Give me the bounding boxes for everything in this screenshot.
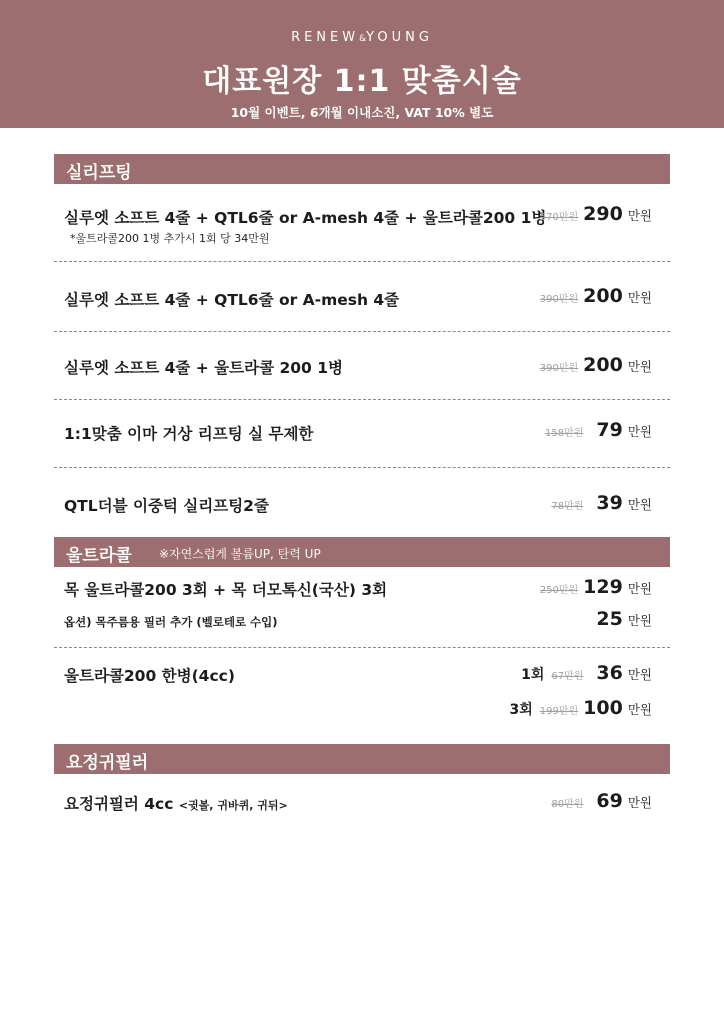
original-price: 199만원 <box>539 706 579 717</box>
original-price: 158만원 <box>544 428 584 439</box>
menu-item: 실루엣 소프트 4줄 + QTL6줄 or A-mesh 4줄 <box>64 291 400 309</box>
price <box>540 576 652 598</box>
price <box>551 790 652 812</box>
divider <box>54 467 670 468</box>
page-subtitle: 10월 이벤트, 6개월 이내소진, VAT 10% 별도 <box>230 105 494 120</box>
price-unit: 만원 <box>627 208 652 223</box>
menu-item: QTL더블 이중턱 실리프팅2줄 <box>64 497 269 515</box>
price-unit: 만원 <box>627 702 652 717</box>
sale-price: 79 <box>596 419 623 441</box>
price-unit: 만원 <box>627 613 652 628</box>
price-unit: 만원 <box>627 581 652 596</box>
menu-item: 목 울트라콜200 3회 + 목 더모톡신(국산) 3회 <box>64 581 388 599</box>
original-price: 390만원 <box>539 363 579 374</box>
brand-logo: RENEW&YOUNG <box>291 30 433 45</box>
sale-price: 39 <box>596 492 623 514</box>
sale-price: 100 <box>583 697 623 719</box>
section-header-filler <box>54 744 670 774</box>
divider <box>54 261 670 262</box>
original-price: 390만원 <box>539 294 579 305</box>
item-note: *울트라콜200 1병 추가시 1회 당 34만원 <box>70 232 270 245</box>
item-name: 요정귀필러 4cc <box>64 795 174 813</box>
price <box>540 285 652 307</box>
price-unit: 만원 <box>627 424 652 439</box>
sale-price: 290 <box>583 203 623 225</box>
menu-item: 울트라콜200 한병(4cc) <box>64 667 235 685</box>
menu-item: 실루엣 소프트 4줄 + 울트라콜 200 1병 <box>64 359 343 377</box>
section-title: 울트라콜 <box>66 546 132 566</box>
sale-price: 69 <box>596 790 623 812</box>
header-banner <box>0 0 724 128</box>
menu-item: 실루엣 소프트 4줄 + QTL6줄 or A-mesh 4줄 + 울트라콜200 1병 <box>64 209 547 227</box>
section-title: 실리프팅 <box>66 163 132 183</box>
price-option-3 <box>509 697 652 719</box>
divider <box>54 647 670 648</box>
section-title: 요정귀필러 <box>66 753 149 773</box>
sale-price: 36 <box>596 662 623 684</box>
original-price: 67만원 <box>551 671 584 682</box>
section-header-lifting <box>54 154 670 184</box>
divider <box>54 331 670 332</box>
price <box>596 608 652 630</box>
original-price: 570만원 <box>539 212 579 223</box>
original-price: 80만원 <box>551 799 584 810</box>
section-note: ※자연스럽게 볼륨UP, 탄력 UP <box>159 547 321 561</box>
price-unit: 만원 <box>627 667 652 682</box>
price-unit: 만원 <box>627 497 652 512</box>
price <box>540 354 652 376</box>
price-unit: 만원 <box>627 290 652 305</box>
price-option-1 <box>521 662 652 684</box>
price-unit: 만원 <box>627 359 652 374</box>
section-header-ultracol <box>54 537 670 567</box>
price <box>551 492 652 514</box>
sale-price: 25 <box>596 608 623 630</box>
session-count: 1회 <box>521 667 545 683</box>
price <box>540 203 652 225</box>
page-title: 대표원장 1:1 맞춤시술 <box>202 64 522 99</box>
session-count: 3회 <box>509 702 533 718</box>
sale-price: 200 <box>583 354 623 376</box>
item-detail: <귓볼, 귀바퀴, 귀뒤> <box>178 799 288 812</box>
price <box>545 419 652 441</box>
menu-item <box>64 792 288 814</box>
original-price: 250만원 <box>539 585 579 596</box>
divider <box>54 399 670 400</box>
sale-price: 200 <box>583 285 623 307</box>
menu-item-option: 옵션) 목주름용 필러 추가 (벨로테로 수입) <box>64 615 278 629</box>
menu-item: 1:1맞춤 이마 거상 리프팅 실 무제한 <box>64 425 314 443</box>
price-unit: 만원 <box>627 795 652 810</box>
original-price: 78만원 <box>551 501 584 512</box>
sale-price: 129 <box>583 576 623 598</box>
